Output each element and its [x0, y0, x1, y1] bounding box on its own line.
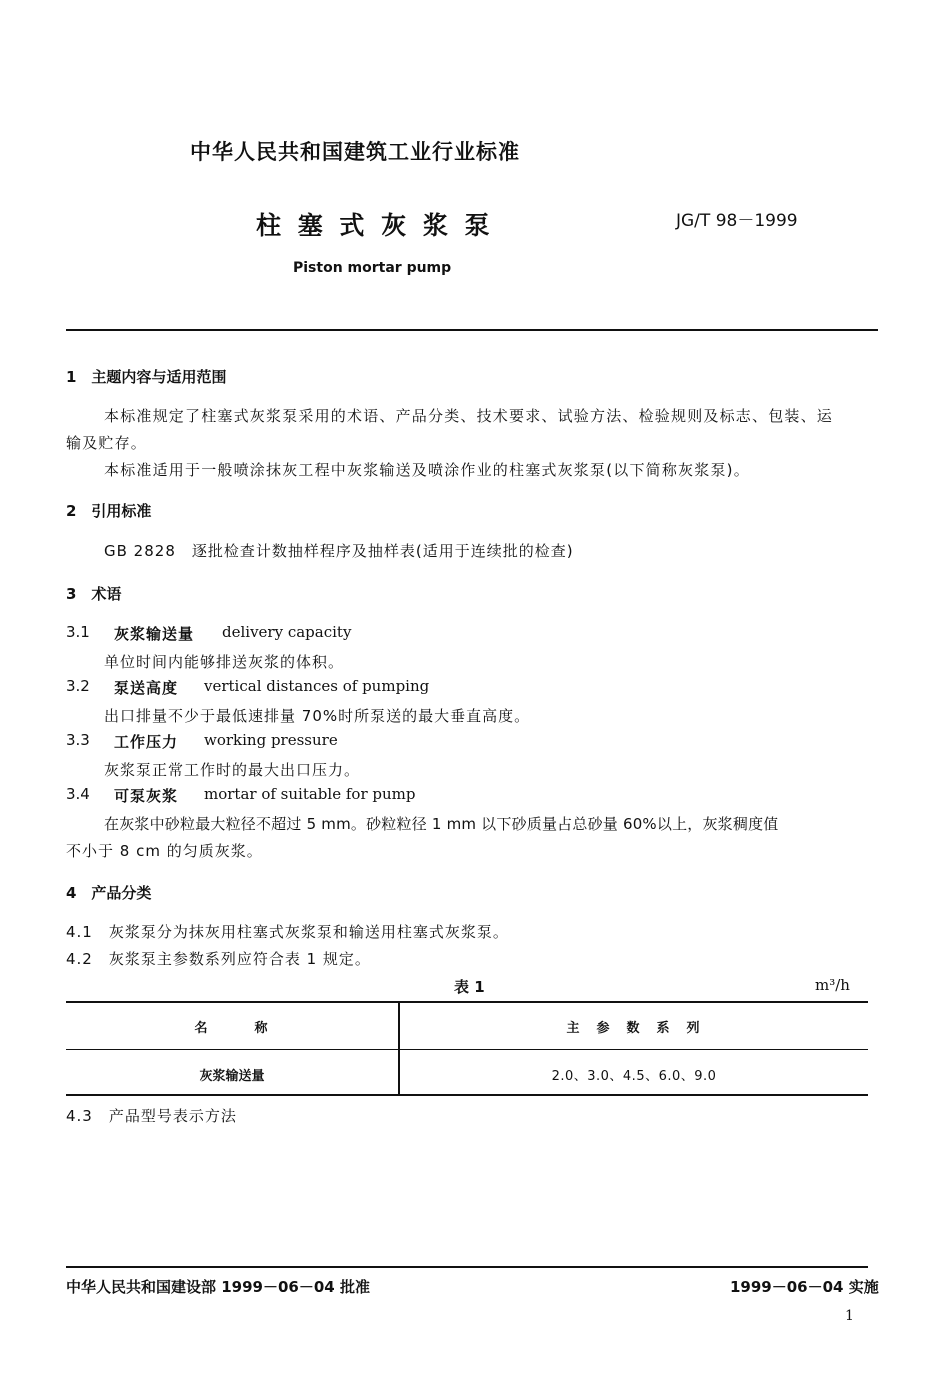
section-1-p1-line2: 输及贮存。: [66, 434, 148, 452]
term-3-3-english: working pressure: [204, 731, 338, 749]
document-title: 柱 塞 式 灰 浆 泵: [256, 211, 494, 240]
table-header-rule: [66, 1049, 868, 1050]
standard-code: JG/T 98－1999: [676, 211, 798, 231]
term-3-1-number: 3.1: [66, 623, 90, 641]
footer-divider: [66, 1266, 868, 1268]
clause-4-3: 4.3 产品型号表示方法: [66, 1107, 237, 1125]
referenced-standard: GB 2828 逐批检查计数抽样程序及抽样表(适用于连续批的检查): [104, 542, 574, 560]
section-3-heading: 3 术语: [66, 585, 122, 603]
clause-4-1: 4.1 灰浆泵分为抹灰用柱塞式灰浆泵和输送用柱塞式灰浆泵。: [66, 923, 509, 941]
table-unit: m³/h: [815, 976, 850, 994]
term-3-1-chinese: 灰浆输送量: [114, 625, 195, 643]
term-3-2-definition: 出口排量不少于最低速排量 70%时所泵送的最大垂直高度。: [104, 707, 531, 725]
table-top-rule: [66, 1001, 868, 1003]
section-1-paragraph-1: [66, 403, 878, 457]
section-1-paragraph-2: 本标准适用于一般喷涂抹灰工程中灰浆输送及喷涂作业的柱塞式灰浆泵(以下简称灰浆泵)。: [104, 461, 750, 479]
table-row-values: 2.0、3.0、4.5、6.0、9.0: [551, 1069, 717, 1084]
term-3-4-definition: 在灰浆中砂粒最大粒径不超过 5 mm。砂粒粒径 1 mm 以下砂质量占总砂量 60%以上，灰浆稠度值: [104, 815, 779, 833]
term-3-4-definition-cont: 不小于 8 cm 的匀质灰浆。: [66, 842, 263, 860]
table-caption: 表 1: [454, 978, 485, 996]
issuing-organization: 中华人民共和国建筑工业行业标准: [190, 140, 520, 164]
section-4-heading: 4 产品分类: [66, 884, 152, 902]
table-header-name: 名 称: [194, 1021, 270, 1036]
term-3-1-english: delivery capacity: [222, 623, 352, 641]
english-title: Piston mortar pump: [293, 260, 452, 276]
approval-line: 中华人民共和国建设部 1999－06－04 批准: [66, 1278, 370, 1296]
term-3-4-number: 3.4: [66, 785, 90, 803]
table-row-name: 灰浆输送量: [199, 1069, 265, 1084]
section-1-heading: 1 主题内容与适用范围: [66, 368, 227, 386]
term-3-2-number: 3.2: [66, 677, 90, 695]
term-3-3-definition: 灰浆泵正常工作时的最大出口压力。: [104, 761, 361, 779]
term-3-3-number: 3.3: [66, 731, 90, 749]
effective-date-line: 1999－06－04 实施: [730, 1278, 879, 1296]
header-divider: [66, 329, 878, 331]
section-2-heading: 2 引用标准: [66, 502, 152, 520]
term-3-1-definition: 单位时间内能够排送灰浆的体积。: [104, 653, 345, 671]
term-3-3-chinese: 工作压力: [114, 733, 179, 751]
page-number: 1: [845, 1308, 854, 1324]
table-bottom-rule: [66, 1094, 868, 1096]
table-header-params: 主 参 数 系 列: [566, 1021, 702, 1036]
term-3-2-chinese: 泵送高度: [114, 679, 179, 697]
section-1-p1-line1: 本标准规定了柱塞式灰浆泵采用的术语、产品分类、技术要求、试验方法、检验规则及标志、包装、运: [104, 407, 834, 425]
term-3-4-english: mortar of suitable for pump: [204, 785, 416, 803]
term-3-4-chinese: 可泵灰浆: [114, 787, 179, 805]
term-3-2-english: vertical distances of pumping: [204, 677, 430, 695]
clause-4-2: 4.2 灰浆泵主参数系列应符合表 1 规定。: [66, 950, 371, 968]
